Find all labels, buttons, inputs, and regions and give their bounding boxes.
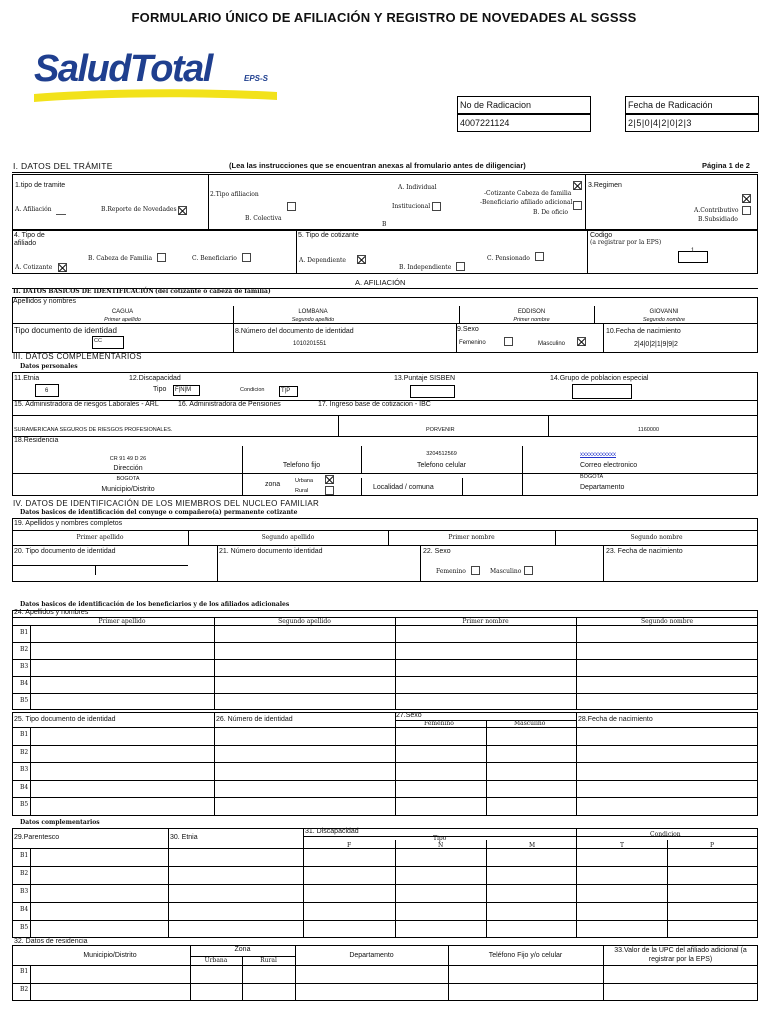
primer-nombre-value: EDDISON	[517, 309, 546, 315]
primer-apellido-value: CAGUA	[111, 309, 134, 315]
residencia-label: 18.Residencia	[14, 437, 59, 444]
telefono-32-label: Teléfono Fijo y/o celular	[488, 952, 563, 959]
complementarios-note: Datos complementarios	[20, 819, 100, 826]
tipo-31-label: Tipo	[433, 835, 447, 842]
c-femenino-checkbox[interactable]	[471, 566, 480, 575]
c-masculino-label: Masculino	[490, 568, 522, 575]
fecha-radicacion-value-box[interactable]	[625, 114, 759, 132]
rural-label: Rural	[295, 488, 309, 494]
segundo-apellido-value: LOMBANA	[298, 309, 328, 315]
b-segundo-nombre: Segundo nombre	[640, 618, 694, 625]
logo-sub: EPS-S	[244, 74, 269, 83]
beneficiario-adicional-checkbox[interactable]	[573, 201, 582, 210]
logo-text: SaludTotal	[34, 48, 212, 90]
condicion-label: Condicion	[240, 387, 265, 393]
segundo-nombre-label: Segundo nombre	[642, 317, 686, 323]
tipo-disc-value: F|N|M	[175, 387, 192, 393]
res-header-line	[12, 965, 758, 966]
afiliacion-label: A. Afiliación	[15, 206, 52, 213]
page-indicator: Página 1 de 2	[702, 161, 750, 170]
pensionado-checkbox[interactable]	[535, 252, 544, 261]
c-fecha-nac-label: 23. Fecha de nacimiento	[606, 548, 683, 555]
codigo-note: (a registrar por la EPS)	[590, 239, 662, 246]
dependiente-checkbox[interactable]	[357, 255, 366, 264]
names-col-2	[395, 617, 396, 710]
res-col-1	[190, 945, 191, 1001]
doc-row-line-3	[12, 780, 758, 781]
b-segundo-apellido: Segundo apellido	[278, 618, 331, 625]
femenino-label: Femenino	[459, 340, 486, 346]
comp-header-line	[12, 848, 758, 849]
codigo-value: 1	[691, 248, 695, 254]
ibc-label: 17. Ingreso base de cotizacion - IBC	[318, 401, 431, 408]
fecha-radicacion-label-box	[625, 96, 759, 114]
afiliacion-blank	[56, 214, 66, 215]
reporte-novedades-label: B.Reporte de Novedades	[101, 206, 177, 213]
correo-link[interactable]: xxxxxxxxxxxx	[580, 452, 616, 458]
c-femenino-label: Femenino	[436, 568, 466, 575]
contributivo-label: A.Contributivo	[694, 207, 739, 214]
residencia-32-label: 32. Datos de residencia	[14, 938, 88, 945]
c-primer-apellido: Primer apellido	[76, 534, 124, 541]
fecha-radicacion-label: Fecha de Radicación	[628, 100, 713, 110]
comp-col-3	[576, 828, 577, 938]
parentesco-29-label: 29.Parentesco	[14, 834, 60, 841]
contributivo-checkbox[interactable]	[742, 194, 751, 203]
apellidos-nombres-24-label: 24. Apellidos y nombres	[14, 609, 89, 616]
doc-label-col	[30, 727, 31, 816]
res-col-1	[242, 446, 243, 496]
comp-tipo-line	[303, 836, 758, 837]
conyuge-row2-col-1	[217, 545, 218, 582]
p-label: P	[710, 842, 715, 849]
f-label: F	[347, 842, 352, 849]
b-primer-apellido: Primer apellido	[98, 618, 146, 625]
ident-doc-col-1	[233, 323, 234, 353]
afiliacion-title: A. AFILIACIÓN	[355, 278, 406, 287]
section2-title-note: (del cotizante o cabeza de familia)	[155, 288, 271, 295]
masculino-label: Masculino	[538, 341, 566, 347]
cotizante-label: A. Cotizante	[15, 264, 53, 271]
tipo-disc-label: Tipo	[153, 386, 167, 393]
cotizante-cabeza-label: -Cotizante Cabeza de familia	[484, 190, 572, 197]
names-row-label-b4: B4	[20, 680, 29, 687]
de-oficio-label: B. De oficio	[533, 209, 568, 216]
c-tipo-doc-tick	[95, 566, 96, 575]
sexo-27-label: 27.Sexo	[396, 712, 422, 719]
section1-instructions: (Lea las instrucciones que se encuentran anexas al fromulario antes de diligenciar)	[229, 161, 526, 170]
b-femenino-label: Femenino	[424, 720, 454, 727]
sisben-box[interactable]	[410, 385, 455, 398]
etnia-30-label: 30. Etnia	[170, 834, 198, 841]
conyuge-line-2	[12, 545, 758, 546]
doc-row-label-b4: B4	[20, 783, 29, 791]
comp-row-label-b5: B5	[20, 924, 29, 931]
beneficiarios-note: Datos basicos de identificación de los beneficiarios y de los afiliados adicionales	[20, 601, 290, 608]
c-tipo-doc-line-2	[12, 581, 188, 582]
doc-row-line-2	[12, 762, 758, 763]
departamento-32-label: Departamento	[349, 952, 394, 959]
upc-33-label: 33.Valor de la UPC del afiliado adicional (a registrar por la EPS)	[614, 947, 747, 963]
numero-documento-value: 1010201551	[293, 341, 327, 347]
regimen-label: 3.Regimen	[588, 182, 622, 189]
etnia-value: 6	[45, 388, 49, 394]
res-col-5	[462, 478, 463, 496]
telefono-celular-label: Telefono celular	[416, 462, 467, 469]
doc-row-label-b2: B2	[20, 748, 29, 756]
tipo-afiliado-row	[12, 230, 758, 274]
cotizante-cabeza-checkbox[interactable]	[573, 181, 582, 190]
condicion-31-label: Condicion	[650, 831, 681, 838]
individual-label: A. Individual	[398, 184, 437, 191]
names-col-1	[214, 617, 215, 710]
institucional-checkbox[interactable]	[432, 202, 441, 211]
direccion-label: Dirección	[113, 465, 143, 472]
residencia-top-line	[12, 436, 758, 437]
names-row-label-b1: B1	[20, 629, 29, 636]
fecha-radicacion-value: 2|5|0|4|2|0|2|3	[628, 118, 692, 128]
res-col-3	[522, 446, 523, 496]
c-masculino-checkbox[interactable]	[524, 566, 533, 575]
municipio-value: BOGOTA	[116, 476, 140, 482]
tipo-documento-label: Tipo documento de identidad	[14, 326, 117, 335]
m-label: M	[529, 842, 536, 849]
section1-top-line	[12, 172, 758, 173]
condicion-value: T|P	[281, 388, 291, 394]
doc-row-line-1	[12, 745, 758, 746]
comp-row-line-3	[12, 902, 758, 903]
numero-26-label: 26. Número de identidad	[216, 716, 293, 723]
departamento-label: Departamento	[580, 484, 625, 491]
femenino-checkbox[interactable]	[504, 337, 513, 346]
form-title: FORMULARIO ÚNICO DE AFILIACIÓN Y REGISTRO DE NOVEDADES AL SGSSS	[131, 10, 637, 25]
names-row-label-b2: B2	[20, 646, 29, 653]
radicacion-value: 4007221124	[460, 118, 510, 128]
zona-32-label: Zona	[234, 946, 251, 953]
poblacion-box[interactable]	[572, 384, 632, 399]
names-col-3	[576, 617, 577, 710]
names-header-line	[12, 625, 758, 626]
tipo-cotizante-label: 5. Tipo de cotizante	[298, 232, 359, 239]
independiente-label: B. Independiente	[399, 264, 452, 271]
doc-col-1	[214, 712, 215, 816]
discapacidad-31-label: 31. Discapacidad	[305, 828, 359, 835]
zona-label: zona	[265, 481, 281, 488]
comp-row-label-b3: B3	[20, 888, 29, 895]
doc-row-line-4	[12, 797, 758, 798]
urbana-32-label: Urbana	[204, 957, 228, 964]
cabeza-familia-checkbox[interactable]	[157, 253, 166, 262]
beneficiario-checkbox[interactable]	[242, 253, 251, 262]
beneficiario-label: C. Beneficiario	[192, 255, 237, 262]
b-primer-nombre: Primer nombre	[462, 618, 509, 625]
telefono-fijo-label: Telefono fijo	[282, 462, 321, 469]
salud-total-logo	[32, 48, 282, 110]
c-tipo-doc-label: 20. Tipo documento de identidad	[14, 548, 116, 555]
tipo-afiliado-label: 4. Tipo de afiliado	[14, 232, 45, 247]
rural-32-label: Rural	[260, 957, 277, 964]
comp-row-label-b1: B1	[20, 852, 29, 859]
doc-row-label-b3: B3	[20, 766, 29, 774]
conyuge-line-1	[12, 530, 758, 531]
codigo-label: Codigo	[590, 232, 613, 239]
subsidiado-label: B.Subsidiado	[698, 216, 738, 223]
doc-row-label-b1: B1	[20, 731, 29, 738]
t-label: T	[620, 842, 625, 849]
tramite-divider-2	[585, 174, 586, 230]
independiente-checkbox[interactable]	[456, 262, 465, 271]
b-masculino-label: Masculino	[514, 720, 546, 727]
arl-col-2	[548, 415, 549, 436]
rural-checkbox[interactable]	[325, 486, 334, 495]
radicacion-value-box[interactable]	[457, 114, 591, 132]
residencia-mid-line	[12, 473, 758, 474]
arl-value-top-line	[12, 415, 758, 416]
urbana-checkbox[interactable]	[325, 475, 334, 484]
pensionado-label: C. Pensionado	[487, 255, 530, 262]
pensiones-value: PORVENIR	[426, 427, 455, 433]
municipio-label: Municipio/Distrito	[101, 486, 155, 493]
doc-header-line	[12, 727, 758, 728]
colectiva-checkbox[interactable]	[287, 202, 296, 211]
direccion-value: CR 91 49 D 26	[109, 456, 147, 462]
subsidiado-checkbox[interactable]	[742, 206, 751, 215]
res-row-label-b1: B1	[20, 968, 29, 975]
c-segundo-apellido: Segundo apellido	[261, 534, 315, 541]
telefono-celular-value: 3204512569	[426, 451, 457, 457]
tipo-documento-value: CC	[94, 338, 102, 344]
correo-label: Correo electronico	[580, 462, 638, 469]
fecha-28-label: 28.Fecha de nacimiento	[578, 716, 653, 723]
c-tipo-doc-line-1	[12, 565, 188, 566]
sexo-label: 9.Sexo	[457, 326, 479, 333]
names-label-col	[30, 625, 31, 710]
c-numero-doc-label: 21. Número documento identidad	[219, 548, 323, 555]
comp-row-label-b2: B2	[20, 870, 29, 877]
sisben-label: 13.Puntaje SISBEN	[394, 375, 456, 382]
fecha-nacimiento-label: 10.Fecha de nacimiento	[606, 328, 681, 335]
names-row-label-b5: B5	[20, 697, 29, 704]
segundo-nombre-value: GIOVANNI	[649, 309, 679, 315]
datos-personales: Datos personales	[20, 363, 78, 370]
section1-title: I. DATOS DEL TRÁMITE	[13, 161, 113, 171]
primer-nombre-label: Primer nombre	[513, 317, 550, 323]
doc-row-label-b5: B5	[20, 801, 29, 809]
ident-doc-col-3	[603, 323, 604, 353]
reporte-novedades-checkbox[interactable]	[178, 206, 187, 215]
comp-label-col	[30, 848, 31, 938]
conyuge-row2-col-3	[603, 545, 604, 582]
names-row-line-1	[12, 642, 758, 643]
tramite-divider-1	[208, 174, 209, 230]
section2-title: II. DATOS BASICOS DE IDENTIFICACIÓN	[13, 288, 154, 295]
institucional-label: Institucional	[392, 203, 431, 210]
beneficiario-adicional-label: -Beneficiario afiliado adicional	[480, 199, 573, 206]
poblacion-label: 14.Grupo de poblacion especial	[550, 375, 649, 382]
radicacion-label: No de Radicacion	[460, 100, 532, 110]
res-row-line-1	[12, 983, 758, 984]
municipio-distrito-label: Municipio/Distrito	[83, 952, 137, 959]
afiliado-divider-1	[296, 230, 297, 274]
doc-col-3	[576, 712, 577, 816]
apellidos-completos-label: 19. Apellidos y nombres completos	[14, 520, 123, 527]
afiliado-divider-2	[587, 230, 588, 274]
conyuge-row2-col-2	[420, 545, 421, 582]
doc-sexo-split	[486, 720, 487, 816]
apellidos-nombres-label: Apellidos y nombres	[13, 298, 77, 305]
colectiva-label: B. Colectiva	[245, 215, 282, 222]
dependiente-label: A. Dependiente	[299, 257, 346, 264]
comp-col-1	[168, 828, 169, 938]
radicacion-label-box	[457, 96, 591, 114]
pensiones-label: 16. Administradora de Pensiones	[178, 401, 281, 408]
comp-row-line-4	[12, 920, 758, 921]
comp-row-label-b4: B4	[20, 906, 29, 913]
cabeza-familia-label: B. Cabeza de Familia	[88, 255, 153, 262]
arl-col-1	[338, 415, 339, 436]
etnia-label: 11.Etnia	[14, 375, 40, 382]
tipo-tramite-label: 1.tipo de tramite	[15, 182, 66, 189]
segundo-apellido-label: Segundo apellido	[291, 317, 335, 323]
comp-tipo-split-1	[395, 840, 396, 938]
comp-tipo-split-2	[486, 840, 487, 938]
doc-col-2	[395, 712, 396, 816]
c-primer-nombre: Primer nombre	[448, 534, 495, 541]
c-sexo-label: 22. Sexo	[423, 548, 451, 555]
names-row-label-b3: B3	[20, 663, 29, 670]
res-row-label-b2: B2	[20, 986, 29, 993]
complementarios-table	[12, 828, 758, 938]
ibc-value: 1160000	[638, 427, 660, 433]
tipo-doc-25-label: 25. Tipo documento de identidad	[14, 716, 116, 723]
n-label: N	[438, 842, 444, 849]
doc-sexo-line	[395, 720, 576, 721]
c-segundo-nombre: Segundo nombre	[630, 534, 683, 541]
section4-title: IV. DATOS DE IDENTIFICACIÓN DE LOS MIEMBROS DEL NUCLEO FAMILIAR	[13, 499, 320, 508]
res-col-4	[361, 478, 362, 496]
primer-apellido-label: Primer apellido	[104, 317, 141, 323]
riesgos-label: 15. Administradora de riesgos Laborales - ARL	[14, 401, 159, 408]
conyuge-note: Datos basicos de identificación del conyuge o compañero(a) permanente cotizante	[20, 509, 298, 516]
urbana-label: Urbana	[295, 478, 314, 484]
fecha-nacimiento-value: 2|4|0|2|1|9|9|2	[634, 341, 678, 348]
cotizante-checkbox[interactable]	[58, 263, 67, 272]
masculino-checkbox[interactable]	[577, 337, 586, 346]
comp-col-2	[303, 828, 304, 938]
names-row-line-4	[12, 693, 758, 694]
section3-title: III. DATOS COMPLEMENTARIOS	[13, 352, 142, 361]
comp-row-line-1	[12, 866, 758, 867]
comp-row-line-2	[12, 884, 758, 885]
departamento-value: BOGOTA	[580, 474, 604, 480]
tipo-afiliacion-label: 2.Tipo afiliacion	[210, 191, 259, 198]
discapacidad-label: 12.Discapacidad	[129, 375, 181, 382]
comp-cond-split	[667, 840, 668, 938]
arl-value: SURAMERICANA SEGUROS DE RIESGOS PROFESIONALES.	[14, 427, 173, 433]
names-row-line-2	[12, 659, 758, 660]
numero-documento-label: 8.Número del documento de identidad	[235, 328, 354, 335]
b-letter: B	[382, 221, 387, 228]
localidad-label: Localidad / comuna	[373, 484, 434, 491]
names-row-line-3	[12, 676, 758, 677]
